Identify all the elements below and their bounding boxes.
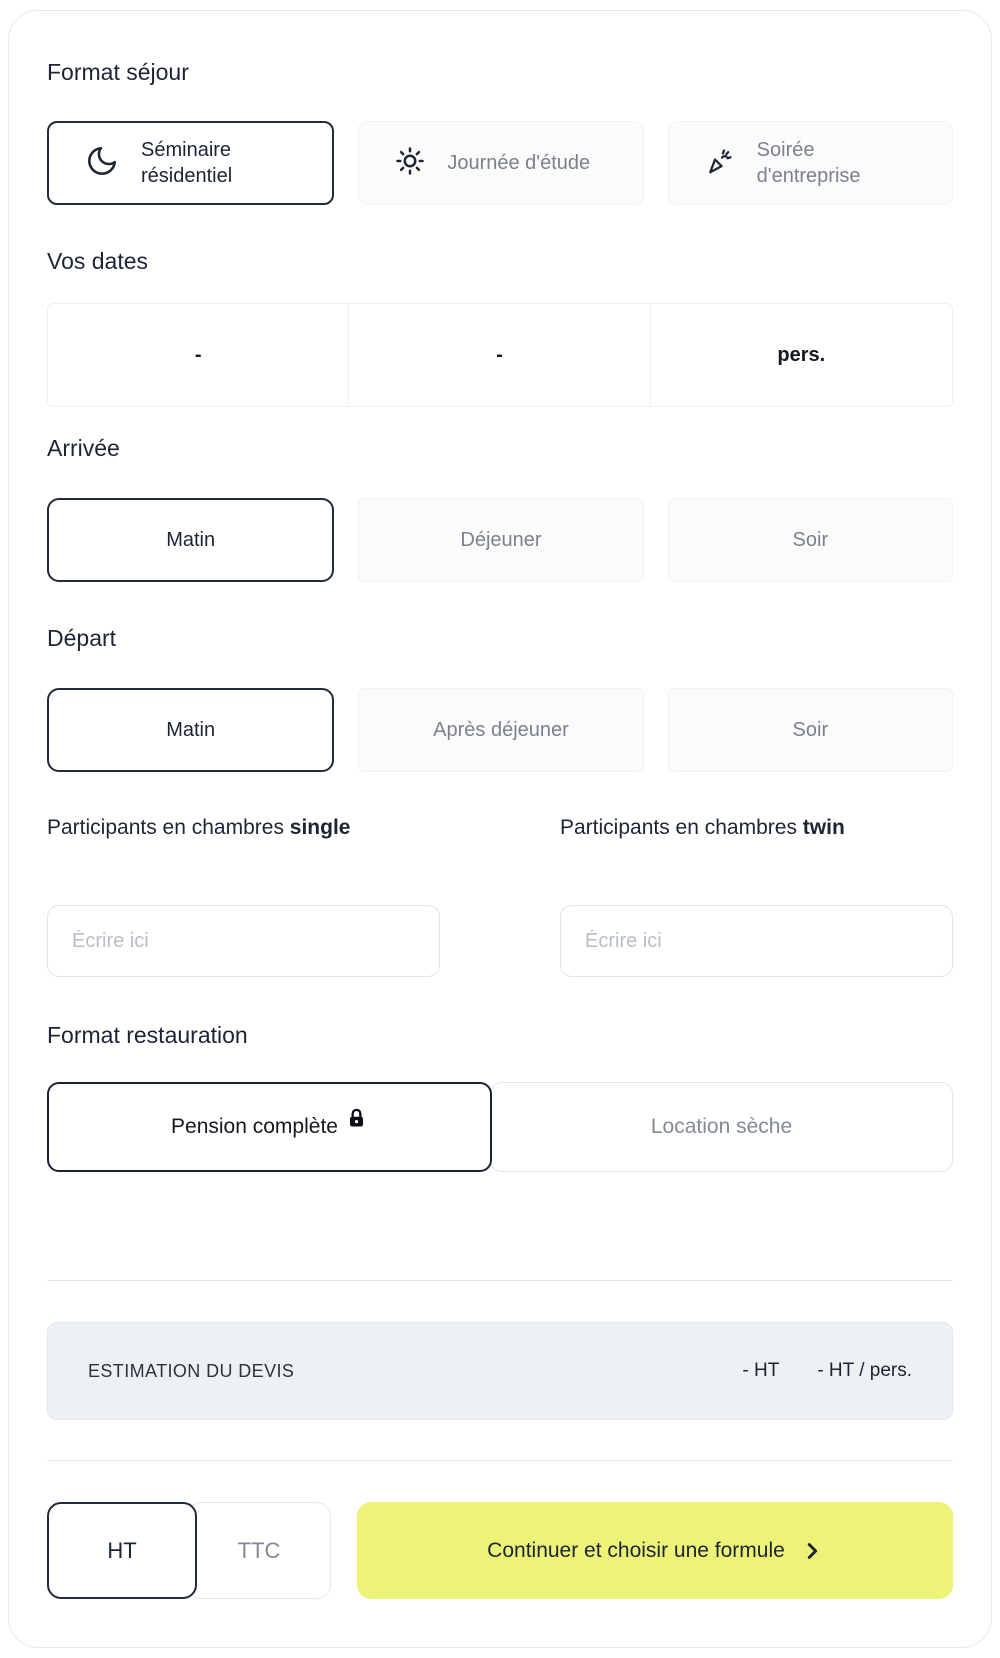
arrivee-soir-button[interactable]: Soir — [668, 498, 953, 582]
estimation-total-ht: - HT — [742, 1360, 780, 1381]
arrivee-matin-button[interactable]: Matin — [47, 498, 334, 582]
option-label: Soirée d'entreprise — [756, 139, 861, 187]
location-seche-button[interactable]: Location sèche — [490, 1082, 953, 1172]
divider — [47, 1280, 953, 1281]
depart-title: Départ — [47, 625, 117, 651]
sun-icon — [395, 146, 425, 181]
participants-twin-label: Participants en chambres twin — [560, 816, 845, 839]
divider — [47, 1460, 953, 1461]
party-popper-icon — [705, 146, 735, 181]
participants-single-label: Participants en chambres single — [47, 816, 351, 839]
booking-form-card — [8, 10, 992, 1648]
pension-complete-label: Pension complète — [171, 1115, 338, 1138]
dates-strip — [47, 303, 953, 407]
restauration-title: Format restauration — [47, 1022, 248, 1048]
depart-soir-button[interactable]: Soir — [668, 688, 953, 772]
continue-label: Continuer et choisir une formule — [487, 1538, 785, 1562]
chevron-right-icon — [801, 1540, 823, 1562]
format-sejour-options — [47, 121, 953, 205]
end-date-field[interactable]: - — [349, 304, 650, 406]
ht-toggle-button[interactable]: HT — [47, 1502, 197, 1599]
pension-complete-button[interactable] — [47, 1082, 492, 1172]
option-label: Journée d'étude — [447, 152, 591, 174]
persons-field[interactable]: pers. — [777, 343, 826, 366]
depart-apres-dejeuner-button[interactable]: Après déjeuner — [358, 688, 643, 772]
arrivee-dejeuner-button[interactable]: Déjeuner — [358, 498, 643, 582]
ttc-toggle-button[interactable]: TTC — [187, 1502, 331, 1599]
vos-dates-title: Vos dates — [47, 248, 149, 274]
option-soiree-entreprise[interactable] — [668, 121, 953, 205]
participants-single-input[interactable] — [47, 905, 440, 977]
continue-button[interactable] — [357, 1502, 953, 1599]
depart-options — [47, 688, 953, 772]
start-date-field[interactable]: - — [48, 304, 349, 406]
estimation-per-person: - HT / pers. — [817, 1360, 912, 1381]
option-journee-etude[interactable] — [358, 121, 643, 205]
lock-icon — [345, 1107, 368, 1130]
option-label: Séminaire résidentiel — [141, 139, 233, 187]
option-seminaire-residentiel[interactable] — [47, 121, 334, 205]
estimation-bar — [47, 1322, 953, 1420]
arrivee-title: Arrivée — [47, 435, 120, 461]
restauration-options — [47, 1082, 953, 1172]
format-sejour-title: Format séjour — [47, 59, 189, 85]
moon-icon — [85, 144, 119, 183]
depart-matin-button[interactable]: Matin — [47, 688, 334, 772]
footer-bar — [47, 1502, 953, 1599]
arrivee-options — [47, 498, 953, 582]
estimation-label: ESTIMATION DU DEVIS — [88, 1360, 295, 1381]
participants-twin-input[interactable] — [560, 905, 953, 977]
participants-section — [47, 816, 953, 977]
